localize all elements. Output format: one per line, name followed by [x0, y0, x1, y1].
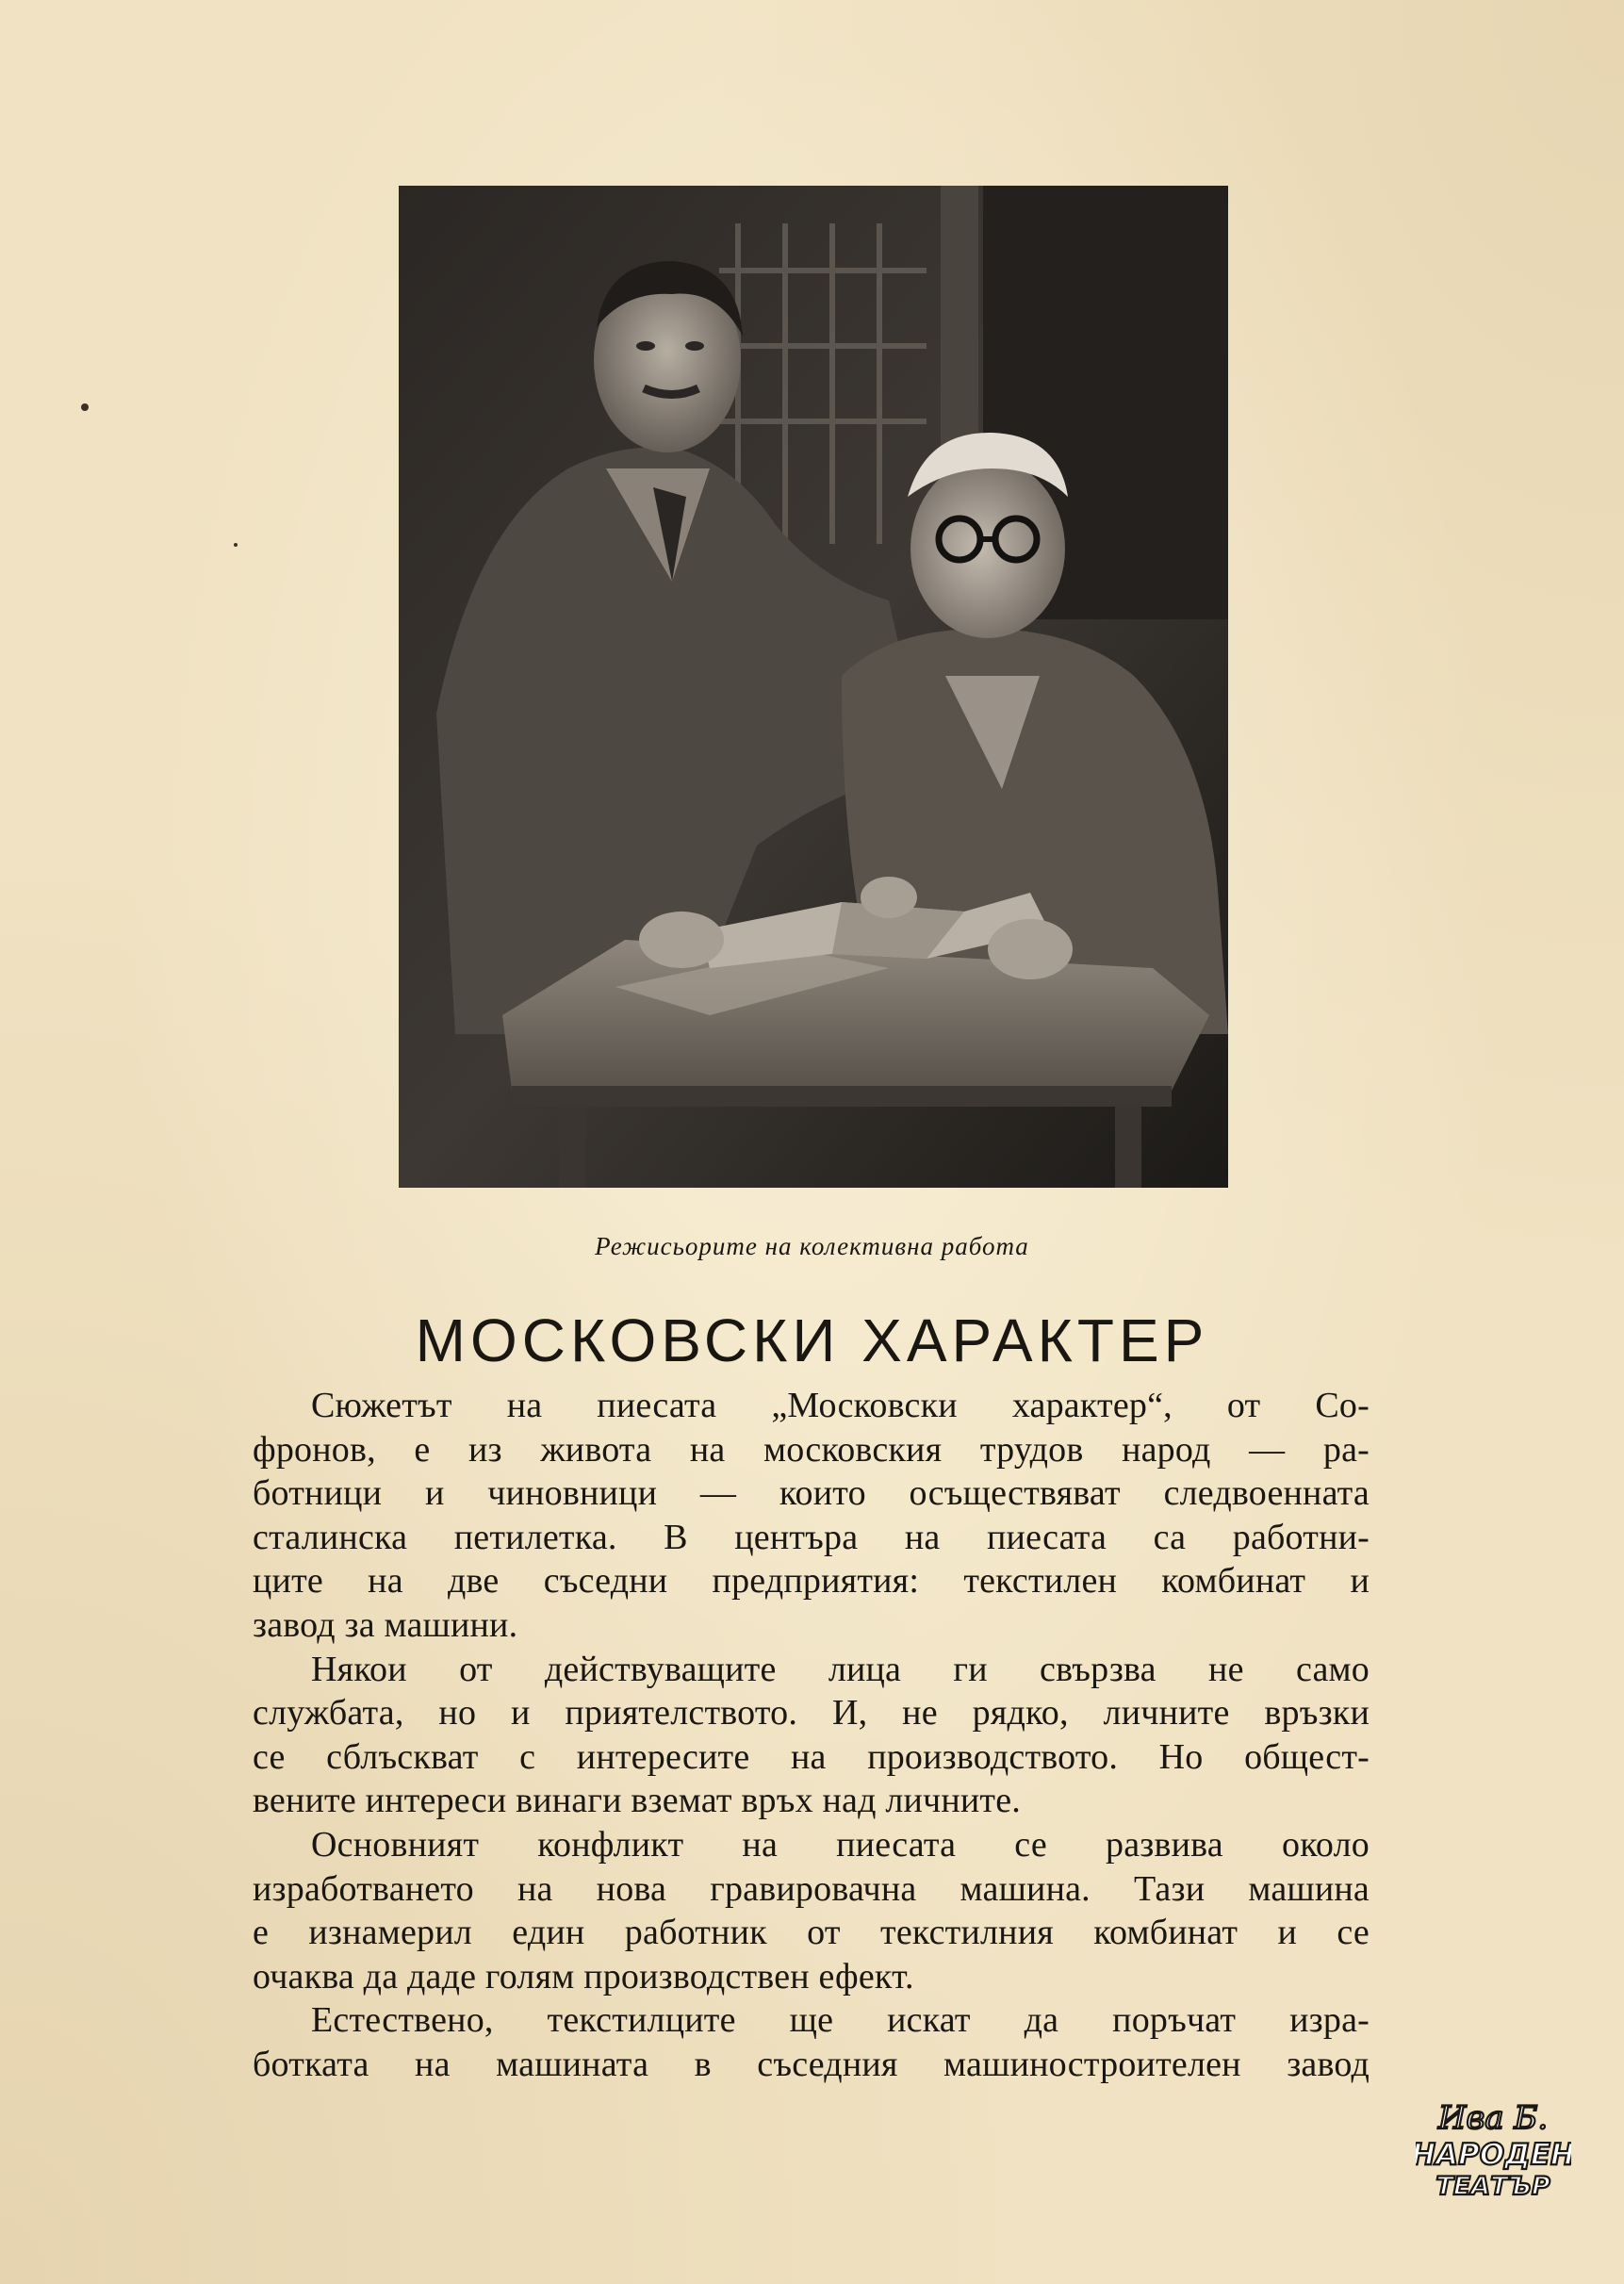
article-line: се сблъскват с интересите на производството. Но общест- — [253, 1736, 1370, 1777]
paper-speck — [81, 403, 89, 411]
paper-speck — [234, 543, 238, 547]
article-line: Сюжетът на пиесата „Московски характер“, от Со- — [311, 1386, 1370, 1425]
article-line: Основният конфликт на пиесата се развива около — [311, 1824, 1370, 1865]
article-line: вените интереси винаги вземат връх над личните. — [253, 1781, 1021, 1821]
article-line: завод за машини. — [253, 1604, 518, 1645]
stamp-line-2: ТЕАТЪР — [1435, 2172, 1550, 2201]
article-line: Естествено, текстилците ще искат да поръчат изра- — [311, 2000, 1370, 2041]
directors-photo — [399, 186, 1228, 1188]
stamp-signature: Ива Б. — [1437, 2099, 1549, 2137]
article-line: очаква да даде голям производствен ефект. — [253, 1956, 914, 1996]
article-line: фронов, е из живота на московския трудов народ — ра- — [253, 1429, 1370, 1470]
article-line: е изнамерил един работник от текстилния комбинат и се — [253, 1913, 1370, 1953]
stamp-logo — [1416, 2091, 1571, 2204]
article-body — [253, 1384, 1370, 2087]
stamp-line-1: НАРОДЕН — [1416, 2138, 1571, 2172]
article-line: сталинска петилетка. В центъра на пиесата са работни- — [253, 1517, 1370, 1557]
article-line: Някои от действуващите лица ги свързва не само — [311, 1649, 1370, 1689]
article-line: службата, но и приятелството. И, не рядко, личните връзки — [253, 1693, 1370, 1734]
article-line: ботката на машината в съседния машиностроителен завод — [253, 2044, 1370, 2084]
photo-caption: Режисьорите на колективна работа — [595, 1232, 1029, 1260]
directors-photo-illustration — [399, 186, 1228, 1188]
article-line: ботници и чиновници — които осъществяват следвоенната — [253, 1473, 1370, 1514]
article-line: изработването на нова гравировачна машина. Тази машина — [253, 1868, 1370, 1909]
article-title: МОСКОВСКИ ХАРАКТЕР — [415, 1306, 1209, 1374]
library-stamp — [1416, 2091, 1571, 2204]
article-line: ците на две съседни предприятия: текстилен комбинат и — [253, 1561, 1370, 1602]
